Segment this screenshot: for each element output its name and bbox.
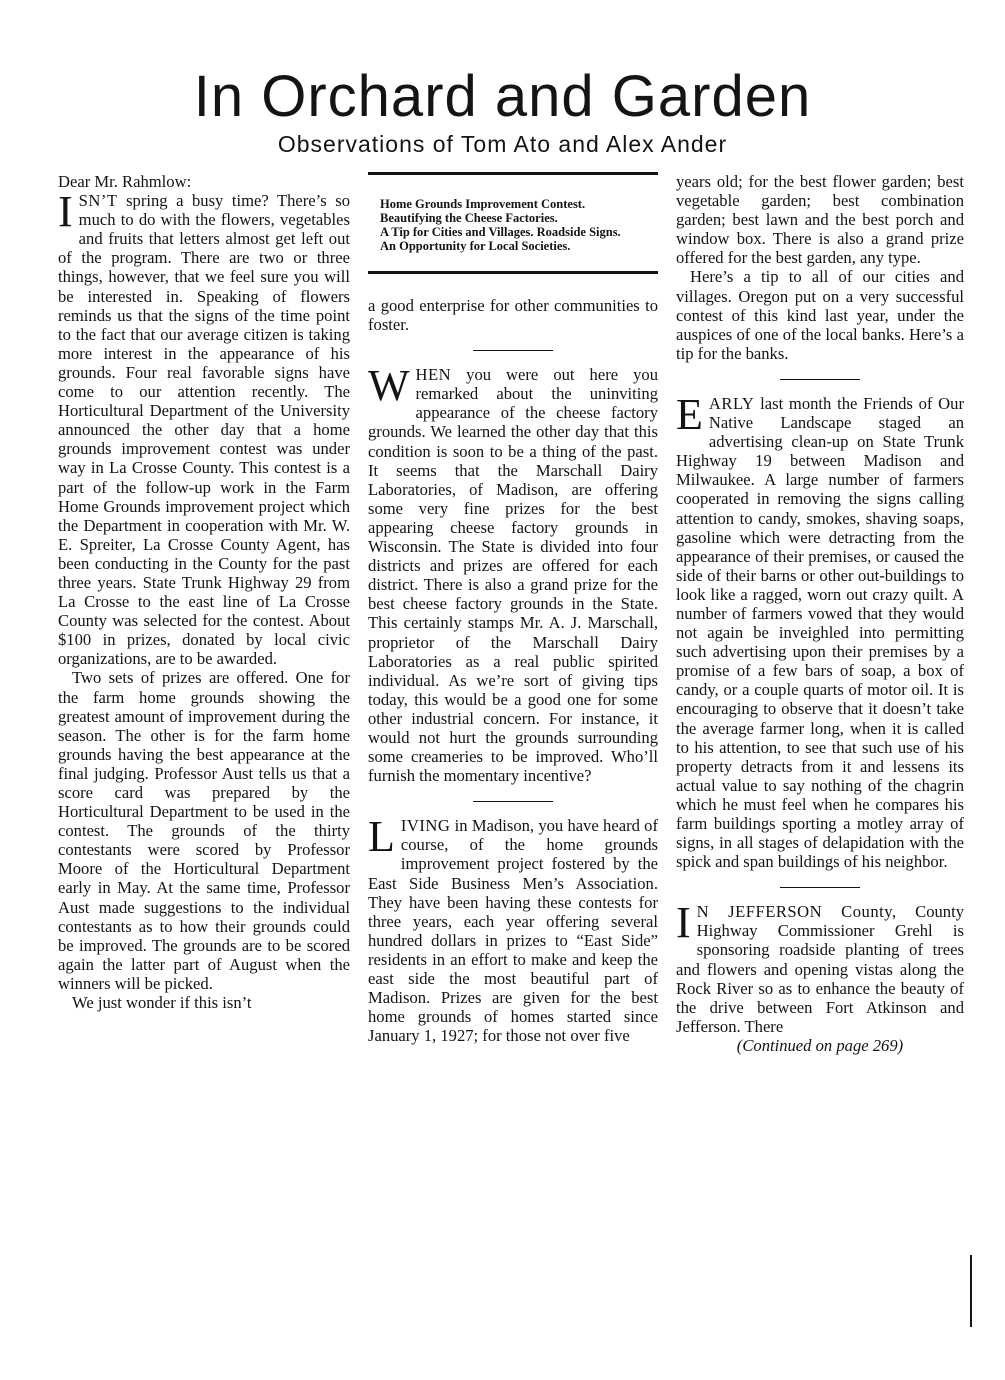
paragraph-text: in Madison, you have heard of course, of the home grounds improvement project fostered by the East Side Business Men’s Association. They have been having these contests for three years, each year offering several hundred dollars in prizes to “East Side” residents in an effort to make and keep the east side the most beautiful part of Madison. Prizes are given for the best home grounds of homes started since January 1, 1927; for those not over five — [368, 816, 658, 1046]
contents-item: A Tip for Cities and Villages. Roadside Signs. — [380, 225, 621, 239]
column-right — [676, 172, 964, 1055]
contents-item: Beautifying the Cheese Factories. — [380, 211, 558, 225]
paragraph — [368, 361, 658, 786]
paragraph-text: last month the Friends of Our Native Landscape staged an advertising clean-up on State Trunk Highway 19 between Madison and Milwaukee. A large number of farmers cooperated in removing the signs calling attention to candy, smokes, shaving soaps, gasoline which were detracting from the appearance of their premises, or caused the side of their barns or other out-buildings to look like a ragged, worn out crazy quilt. A number of farmers vowed that they would not again be inveighled into permitting such advertising upon their premises by a promise of a few bars of soap, a box of candy, or a couple quarts of motor oil. It is encouraging to observe that it doesn’t take the average farmer long, when it is called to his attention, to see that such use of his property detracts from it and lessens its actual value to say nothing of the chagrin which he must feel when he compares his farm buildings sporting a motley array of signs, in all stages of delapidation with the spick and span buildings of his neighbor. — [676, 393, 964, 872]
section-divider — [473, 350, 553, 351]
paragraph-text: you were out here you remarked about the uninviting appearance of the cheese factory grounds. We learned the other day that this condition is soon to be a thing of the past. It seems that the Marschall Dairy Laboratories, of Madison, are offering some very fine prizes for the best appearing cheese factory grounds in Wisconsin. The State is divided into four districts and prizes are offered for each district. There is also a grand prize for the best cheese factory grounds in the State. This certainly stamps Mr. A. J. Marschall, proprietor of the Marschall Dairy Laboratories as a real public spirited individual. As we’re sort of giving tips today, this would be a good one for some other industrial concern. For instance, it would not hurt the grounds surrounding some creameries to be improved. Who’ll furnish the momentary incentive? — [368, 365, 658, 786]
page-title: In Orchard and Garden — [193, 64, 812, 129]
paragraph — [368, 812, 658, 1046]
drop-cap: W — [368, 361, 410, 411]
drop-cap: I — [676, 898, 691, 948]
paragraph: Two sets of prizes are offered. One for the farm home grounds showing the greatest amount of improvement during the season. The other is for the farm home grounds having the best appearance at the final judging. Professor Aust tells us that a score card was prepared by the Horticultural Department to be used in the contest. The grounds of the thirty contestants were scored by Professor Moore of the Horticultural Department early in May. At the same time, Professor Aust made suggestions to the individual contestants as to how their grounds could be improved. The grounds are to be scored again the latter part of August when the winners will be picked. — [58, 668, 350, 993]
page-subtitle: Observations of Tom Ato and Alex Ander — [277, 131, 728, 157]
paragraph-text: spring a busy time? There’s so much to do with the flowers, vegetables and fruits that letters almost get left out of the program. There are two or three things, however, that we feel sure you will be interested in. Speaking of flowers reminds us that the signs of the time point to the fact that our average citizen is taking more interest in the appearance of his grounds. Four real favorable signs have come to our attention recently. The Horticultural Department of the University announced the other day that a home grounds improvement contest was under way in La Crosse County. This contest is a part of the follow-up work in the Farm Home Grounds improvement project which the Department in cooperation with Mr. W. E. Spreiter, La Crosse County Agent, has been conducting in the County for the past three years. State Trunk Highway 29 from La Crosse to the east line of La Crosse County was selected for the contest. About $100 in prizes, donated by local civic organizations, are to be awarded. — [58, 191, 350, 669]
section-divider — [780, 887, 860, 888]
continued-note: (Continued on page 269) — [736, 1035, 904, 1055]
paragraph: years old; for the best flower garden; best vegetable garden; best combination garden; best lawn and the best porch and window box. There is also a grand prize offered for the best garden, any type. — [676, 172, 964, 268]
lead-in: IVING — [400, 816, 451, 836]
lead-in: ARLY — [708, 393, 755, 413]
drop-cap: L — [368, 812, 395, 862]
lead-in: HEN — [415, 365, 452, 385]
paragraph — [58, 187, 350, 669]
paragraph: We just wonder if this isn’t — [72, 993, 252, 1013]
section-divider — [473, 801, 553, 802]
contents-box — [368, 172, 658, 274]
paragraph — [676, 389, 964, 872]
drop-cap: I — [58, 187, 73, 237]
section-divider — [780, 379, 860, 380]
column-middle — [368, 172, 658, 1045]
contents-item: An Opportunity for Local Societies. — [380, 239, 571, 253]
lead-in: N JEFFERSON County, — [696, 902, 897, 922]
margin-rule — [970, 1255, 972, 1327]
drop-cap: E — [676, 389, 703, 439]
spacer — [368, 282, 658, 296]
contents-item: Home Grounds Improvement Contest. — [380, 197, 586, 211]
paragraph: Here’s a tip to all of our cities and villages. Oregon put on a very successful contest of this kind last year, under the auspices of one of the local banks. Here’s a tip for the banks. — [676, 267, 964, 363]
paragraph-text: County Highway Commissioner Grehl is sponsoring roadside planting of trees and flowers and opening vistas along the Rock River so as to enhance the beauty of the drive between Fort Atkinson and Jefferson. There — [676, 902, 965, 1036]
salutation: Dear Mr. Rahmlow: — [58, 172, 192, 191]
paragraph: a good enterprise for other communities to foster. — [368, 296, 658, 335]
column-left — [58, 172, 350, 1012]
paragraph — [676, 898, 965, 1036]
lead-in: SN’T — [78, 191, 118, 211]
